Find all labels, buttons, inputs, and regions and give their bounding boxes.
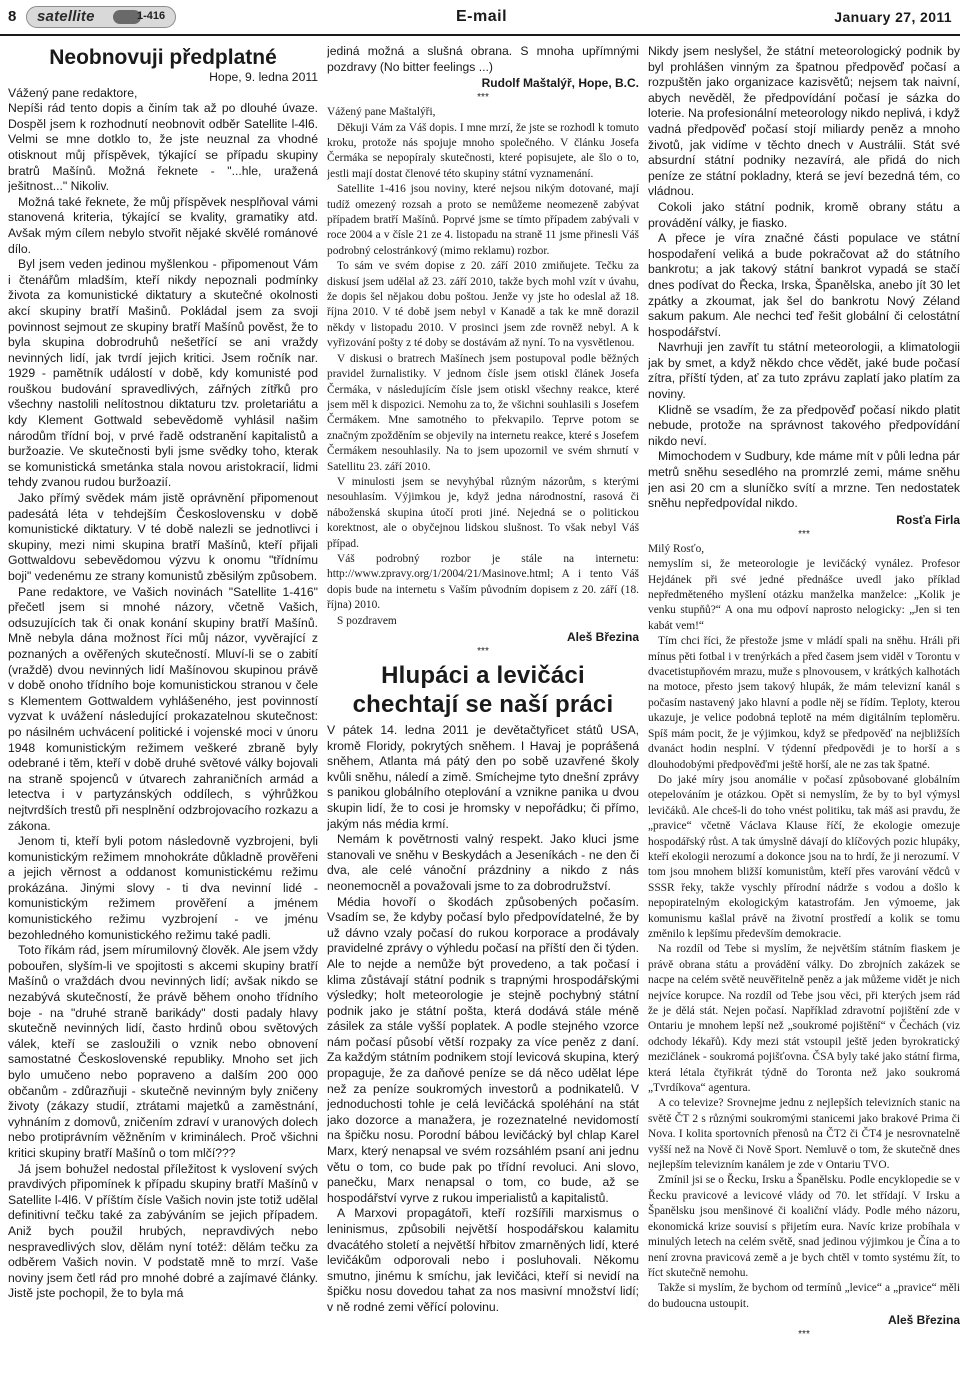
paragraph: Zmínil jsi se o Řecku, Irsku a Španělsku. Podle encyklopedie se v Řecku pravicové a levicové vlády od 70. let střídají. V Irsku a Španělsku jsou menšinové či koaliční vlády. Podle mého názoru, ekonomická krize souvisí s přijetím eura. Navíc krize probíhala v minulých letech na celém světě, snad jedinou výjimkou je Čína a to není zrovna pravicová země a je bych chtěl v tomto systému žít, to říct skutečně nemohu. — [648, 1174, 960, 1279]
separator-stars: *** — [798, 528, 810, 540]
paragraph: Děkuji Vám za Váš dopis. I mne mrzí, že jste se rozhodl k tomuto kroku, protože nás spojuje mnoho společného. V článku Josefa Čermáka se nepopíraly skutečnosti, které popisujete, ale šlo o to, jestli mají dostat členové této skupiny státní vyznamenání. — [327, 121, 639, 180]
separator-stars: *** — [477, 92, 489, 104]
separator-stars: *** — [477, 646, 489, 657]
logo-number: 1-416 — [137, 10, 166, 22]
place-date: Hope, 9. ledna 2011 — [209, 70, 318, 84]
paragraph: Takže si myslím, že bychom od termínů „levice“ a „pravice“ měli do budoucna ustoupit. — [648, 1282, 960, 1310]
paragraph: Váš podrobný rozbor je stále na internetu: http://www.zpravy.org/1/2004/21/Masinove.html; A i tento Váš dopis bude na internetu s Vaším původním dopisem z 20. září (18. října) 2010. — [327, 552, 639, 612]
paragraph: Mimochodem v Sudbury, kde máme mít v půli ledna pár metrů sněhu sesedlého na promrzlé zemi, máme sněhu jen asi 20 cm a sluníčko svítí a mrzne. Ten nedostatek sněhu nepředpovídal nikdo. — [648, 449, 960, 511]
paragraph: Navrhuji jen zavřít tu státní meteorologii, a klimatologii jak by smet, a když někdo chce vědět, jaké bude počasí zítra, příští týden, ať za tuto zprávu zaplatí jako platím za noviny. — [648, 340, 960, 402]
paragraph: Toto říkám rád, jsem mírumilovný člověk. Ale jsem vždy pobouřen, slyším-li ve spojitosti s akcemi skupiny bratří Mašínů o vraždách dvou nevinných lidí; avšak nikdo se nezabývá skutečností, že právě během onoho třídního boje - na "druhé straně barikády" dosti padaly hlavy skutečně nevinných lidí, často hrdinů obou světových válek, kteří se zasloužili o vznik nebo obnovení samostatné Československé republiky. Mnoho set jich bylo umučeno nebo popraveno a dalším 200 000 občanům - zdůrazňuji - skutečně nevinným byly zničeny životy (zákazy studií, ztrátami majetků a zaměstnání, vyhnáním z domovů, zničením zdraví v uranových dolech nebo protiprávním věžněním v kriminálech. Proč všichni kritici skupiny bratří Mašínů o tom mlčí??? — [8, 943, 318, 1160]
column-right — [648, 44, 960, 1384]
signature: Rudolf Maštalýř, Hope, B.C. — [481, 76, 639, 91]
satellite-logo — [26, 6, 176, 28]
column-middle — [327, 44, 639, 1384]
paragraph: Na rozdíl od Tebe si myslím, že největším státním fiaskem je právě obrana státu a provádění války. Do zbrojních zakázek se nacpe na celém světě neuvěřitelně peněz a jak můžeme vidět je nich nejvíce korupce. Na rozdíl od Tebe jsou věci, při kterých jsem rád že je dělá stát. Nejen počasí. Například zdravotní pojištění zde v Ontariu je mnohem lepší než „soukromé pojištění“ v Čechách (viz odchody lékařů). Kdy mezi stát vstoupil ještě jeden byrokratický mezičlánek - soukromá pojišťovna. ČSA byly také jako státní firma, která létala čtyřikrát týdně do Toronta než jako soukromá „Tvrdíkova“ agentura. — [648, 943, 960, 1095]
paragraph: A co televize? Srovnejme jednu z nejlepších televizních stanic na světě ČT 2 s různými soukromými stanicemi jako brakové Prima či Nova. I kolita sportovních přenosů na ČT2 či ČT4 je nesrovnatelně vyšší než na Nově či Nově Sport. Nemluvě o tom, že skutečně dnes nejlepším televizním kanálem je zde v Ontariu TVO. — [648, 1097, 960, 1172]
logo-word: satellite — [37, 8, 95, 25]
page-number: 8 — [8, 8, 17, 25]
column-left — [8, 44, 318, 1384]
paragraph: A přece je víra značné části populace ve státní hospodaření veliká a bude pokračovat až do státního bankrotu; a jak takový státní bankrot vypadá se stačí dnes podívat do Řecka, Irska, Španělska, anebo jít 30 let zpátky a zkoumat, jak šel do bankrotu Nový Zéland sakum pakum. Ale nechci teď řešit globální či celostátní hospodářství. — [648, 231, 960, 339]
paragraph: S pozdravem — [337, 614, 397, 627]
paragraph: Nepíši rád tento dopis a činím tak až po dlouhé úvaze. Dospěl jsem k rozhodnutí neobnovit odběr Satellite l-4l6. Velmi se mne dotklo to, že jste neuznal za vhodné otisknout můj příspěvek, týkající se případu skupiny bratrů Mašínů. Možná řeknete - "...hle, uražená ješitnost..." Nikoliv. — [8, 101, 318, 194]
paragraph: Klidně se vsadím, že za předpověď počasí nikdo platit nebude, protože na správnost takového předpovídání nikdo neví. — [648, 402, 960, 448]
paragraph: Do jaké míry jsou anomálie v počasí způsobované globálním otepelováním je otázkou. Opět si nemyslím, že by to byl výmysl levičáků. Ale chceš-li do toho vnést politiku, tak máš asi pravdu, že „pravice“ včetně Václava Klause říčí, že ekologie omezuje hospodářský růst. A tak úmyslně dávají do klíčových pozic hlupáky, kteří ekologii nerozumí a dokonce jsou na to hrdí, že ji nerozumí. V tom jsou mnohem bližší komunistům, kteří přes varování vědců v SSSR řeky, takže vyschly přírodní nádrže s vodou a došlo k nepopiratelným ekologickým katastrofám. Jen výmoeme, jak komunismu kašlal právě na životní prostředí a kolik se tomu změnilo k lepšímu především demokracie. — [648, 773, 960, 940]
paragraph: A Marxovi propagátoři, kteří rozšířili marxismus o leninismus, způsobili největší hospodářskou kalamitu dvacátého století a největší hřbitov zmarněných lidí, které levičákům odporovali nebo i posluhovali. Někomu smutno, jinému k smíchu, jak levičáci, kteří si nevidí na špičku nosu dovedou tahat za nos masivní množství lidí; v ně rodné zemi věřící polovinu. — [327, 1206, 639, 1314]
signature: Aleš Březina — [887, 1313, 960, 1328]
paragraph: Média hovoří o škodách způsobených počasím. Vsadím se, že kdyby počasí bylo předpovídatelné, že by už dávno vzaly počasí do rukou korporace a prodávaly pravidelné zprávy o výhledu počasí na příští den či týden. Ale to nejde a nemůže být provedeno, a tak počasí i klima zůstávají státní podnik s trapnými hrospodářskými výsledky; holt meteorologie je stejně pochybný státní podnik jako je státní pošta, která dodává stále méně zásilek za stále vyšší poplatek. A podle stejného vzorce nám počasí působí větší rozpaky za více peněz z daní. Za každým státním podnikem stojí levicová skupina, který propaguje, že za daňové peníze se dá něco udělat lépe než za peníze soukromých investorů a podnikatelů. V jednoduchosti tohle je celá levičácká spoléhání na stát jako dozorce a manažera, je rozeznatelné nevidomostí na špičku nosu. Porodní bábou levičácký byl chlap Karel Marx, který nenapsal ve svém rozsáhlém psaní ani jednu větu o tom, co bude pak po třídní revoluci. Ani slovo, panečku, Marx nenapsal o tom, co bude, až se hospodářství vyrve z rukou imperialistů a kapitalistů. — [327, 894, 639, 1205]
paragraph: Jenom ti, kteří byli potom následovně vyzbrojeni, byli komunistickým režimem mnohokráte důkladně prověřeni a jejich věrnost a oddanost komunistickému režimu prokázána. Jinými slovy - ti dva nevinní lidé - komunistickým režimem prověření a jménem komunistického režimu vyzbrojení - ve jménu bezohledného komunistického režimu také padli. — [8, 834, 318, 942]
paragraph: Tím chci říci, že přestože jsme v mládí spali na sněhu. Hráli při mínus pěti fotbal i v trenýrkách a před časem jsem viděl v Torontu v dvacetistupňovém mrazu, muže s plnovousem, v krátkých kalhotách na motoce, přesto jsem takový hlupák, že mám televizní kanál s počasím nastavený jako hlavní a podle něj se řídím. Teploty, kterou ukazuje, je velice podobná teplotě na mém digitálním teploměru. Spíš mám pocit, že je výjimkou, když se předpověď na nejbližších dvanáct hodin nesplní. V týdenní předpovědi je to horší a s dlouhodobými předpověďmi ještě horší, ale ne zas tak špatné. — [648, 635, 960, 771]
signature: Rosťa Firla — [896, 512, 960, 527]
paragraph: Možná také řeknete, že můj příspěvek nesplňoval vámi stanovená kriteria, týkající se kvality, gramatiky atd. Avšak mým cílem nebylo stvořit nějaké skvělé románové dílo. — [8, 194, 318, 256]
separator-stars: *** — [798, 1329, 810, 1341]
article-headline: Hlupáci a levičáci chechtají se naší práci — [352, 662, 614, 718]
paragraph: Pane redaktore, ve Vašich novinách "Satellite 1-416" přečetl jsem si mnohé názory, včetně Vašich, odsuzujících tak či onak konání skupiny bratří Mašínů. Mně nebyla dána možnost říci můj názor, vyvěrající z poznaných a ověřených skutečností. Mluví-li se o zabití (vraždě) dvou nevinných lidí Mašínovou skupinou právě v době onoho třídního boje komunistickou stranou v čele s Klementem Gottwaldem vyhlášeného, jest povinností vyzvat k uvážení následující prokazatelnou skutečnost: po násilném uchvácení politické i vojenské moci v únoru 1948 komunistickým režimem veškeré zbraně byly odebrané i těm, kteří v době druhé světové války bojovali na straně spojenců v útvarech zahraničních armád a letectva i v partyzánských oddílech, s výhrůžkou nejtvrdších trestů při nesplnění odzbrojovacího rozkazu a zákona. — [8, 584, 318, 833]
section-title: E-mail — [456, 8, 508, 25]
paragraph: Nikdy jsem neslyšel, že státní meteorologický podnik by byl prohlášen vinným za špatnou předpověď počasí a rozpuštěn jako organizace kazisvětů; nejsem tak naivní, abych nevěděl, že předpovídání počasí je sázka do loterie. Na profesionální meteorology nikdo neplivá, i když vadná předpověď počasí stojí miliardy peněz a mnoho životů, jak vidíme v těchto dnech v Austrálii. Stát své absurdní státní podniky nezavírá, ale přidá do nich peníze ze státní pokladny, která se jeví bezedná tém, co vládnou. — [648, 44, 960, 199]
paragraph: Jako přímý svědek mám jistě oprávnění připomenout padesátá léta v tehdejším Československu v době komunistické diktatury. V té době nalezli se jednotlivci i skupiny, mezi nimi skupina bratří Mašínů, kteří přijali Gottwaldovu sebevědomou výzvu k onomu "třídnímu boji" vedenému ze strany komunistů zběsilým způsobem. — [8, 491, 318, 583]
paragraph: Já jsem bohužel nedostal příležitost k vyslovení svých pravdivých připomínek k případu skupiny bratří Mašínů v Satellite l-4l6. V příštím čísle Vašich novin jste totiž udělal definitivní tečku také za zabýváním se jejich případem. Aniž bych použil hrubých, nepravdivých nebo nespravedlivých slov, dělám nyní totéž: dělám tečku za odběrem Vašich novin. V podstatě mně to mrzí. Vaše noviny jsem četl rád pro mnohé dobré a zajímavé články. Jistě jste pochopil, že to byla má — [8, 1161, 318, 1301]
article-title-subscription: Neobnovuji předplatné — [49, 46, 277, 69]
paragraph: Cokoli jako státní podnik, kromě obrany státu a provádění války, je fiasko. — [648, 199, 960, 230]
letter-closing: jediná možná a slušná obrana. S mnoha upřímnými pozdravy (No bitter feelings ...) — [327, 44, 639, 74]
paragraph: Satellite 1-416 jsou noviny, které nejsou nikým dotované, mají tudíž omezený rozsah a proto se nemůžeme neomezeně zabývat případem bratří Mašínů. Poprvé jsme se tímto případem zabývali v roce 2004 a v čísle 21 ze 4. listopadu na straně 11 jsme přinesli Váš podrobný celostránkový (mimo reklamu) rozbor. — [327, 183, 639, 257]
paragraph: V minulosti jsem se nevyhýbal různým názorům, s kterými nesouhlasím. Výjimkou je, když jedna národnostní, rasová či náboženská skupina útočí proti jiné. Nejedná se o politickou korektnost, ale o obyčejnou lidskou slušnost. To však nebyl Váš případ. — [327, 475, 639, 550]
paragraph: V diskusi o bratrech Mašínech jsem postupoval podle běžných pravidel žurnalistiky. V jednom čísle jsem otiskl článek Josefa Čermáka, v následujícím čísle jsem otiskl všechny reakce, které jsem měl k dispozici. Nemohu za to, že všichni souhlasili s Josefem Čermákem. Mne samotného to překvapilo. Teprve potom se značným zpožděním se objevily na internetu reakce, které s Josefem Čermákem nesouhlasily. Na to jsem upozornil ve svém shrnutí v Satellitu 23. září 2010. — [327, 352, 639, 473]
salutation: Vážený pane Maštalýři, — [327, 106, 436, 119]
signature: Aleš Březina — [566, 630, 639, 644]
paragraph: V pátek 14. ledna 2011 je devětačtyřicet států USA, kromě Floridy, pokrytých sněhem. I Havaj je poprášená sněhem, Atlanta má pátý den po sobě uzavřené školy kvůli sněhu, náledí a zimě. Smíchejme tyto dnešní zprávy s panikou globálního oteplování a vznikne panika u dvou skupin lidí, že to cosi je hromsky v nepořádku; či přímo, jakým nás média krmí. — [327, 723, 639, 831]
paragraph: nemyslím si, že meteorologie je levičácký vynález. Profesor Hejdánek při své jedné přednášce uvedl jako příklad nepředměteného myšlení otázku manželka manželce: „Kolik je venku stupňů?“ A ona mu odpoví naprosto nelogicky: „Jen si ten kabát vem!“ — [648, 558, 960, 632]
page-header — [0, 0, 960, 36]
paragraph: Byl jsem veden jedinou myšlenkou - připomenout Vám i čtenářům mladším, kteří nikdy nepoznali podmínky života za komunistické diktatury a skutečné okolnosti akcí skupiny bratří Mašinů. Pokládal jsem za svoji povinnost sejmout ze skupiny bratří Mašínů pověst, že to byla skupina dobrodruhů nešetřící se ani vraždy nevinných lidí, jak tvrdí jejich kritici. Jsem ročník nar. 1929 - pamětník událostí v době, kdy komunisté pod rouškou budování spravedlivých, zářných zítřků pro všechny nastolili nelítostnou diktaturu tzv. proletariátu a kdy Klement Gottwald sebevědomě vyhlásil našim národům třídní boj, v prvé řadě odstranění kapitalistů a buržoazie. Ve skutečnosti byli jsme svědky toho, kterak se komunistická smetánka stala novou aristokracií, lidmi tehdy zvanou rudou buržoazií. — [8, 257, 318, 490]
issue-date: January 27, 2011 — [834, 9, 952, 25]
salutation: Vážený pane redaktore, — [8, 85, 138, 100]
salutation: Milý Rosťo, — [648, 542, 705, 555]
paragraph: To sám ve svém dopise z 20. září 2010 zmiňujete. Tečku za diskusí jsem udělal až 23. září 2010, takže bych mohl vzít v úvahu, že dopis šel nějakou dobu poštou. Jenže vy jste ho odeslal až 18. října 2010. V té době jsem nebyl v Kanadě a tak ke mně dorazil někdy v listopadu 2010. V prosinci jsem zde rovněž nebyl. A k vyřizování pošty z té doby se dostávám až nyní. To na vysvětlenou. — [327, 260, 639, 350]
paragraph: Nemám k povětrnosti valný respekt. Jako kluci jsme stanovali ve sněhu v Beskydách a Jeseníkách - ne den či dva, ale celé vánoční prázdniny a nikdo z nás neonemocněl a považovali jsme to za dobrodružství. — [327, 832, 639, 893]
